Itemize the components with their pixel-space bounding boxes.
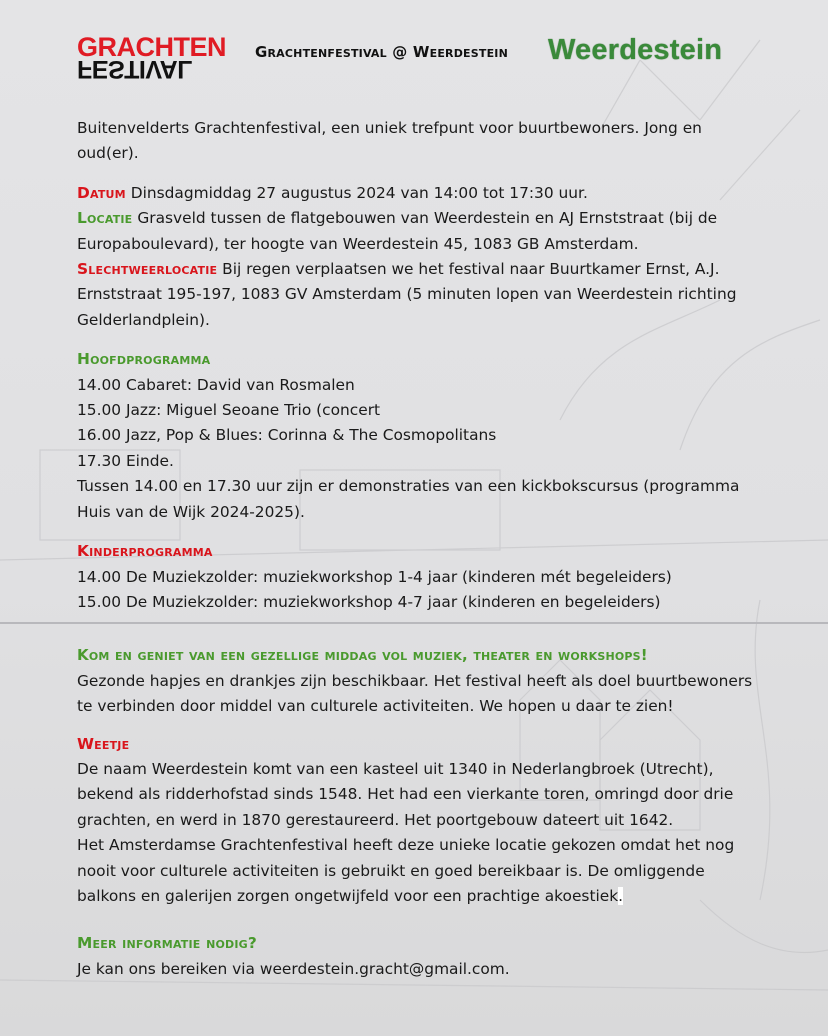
weetje-text-2-body: Het Amsterdamse Grachtenfestival heeft deze unieke locatie gekozen omdat het nog nooit voor culturele activiteiten is gebruikt en goed bereikbaar is. De omliggende balkons en galerijen zorgen ongetwijfeld voor een prachtige akoestiek bbox=[77, 836, 735, 905]
locatie-line bbox=[77, 206, 757, 257]
slechtweer-line bbox=[77, 257, 757, 333]
weetje-text-2 bbox=[77, 833, 757, 909]
datum-text: Dinsdagmiddag 27 augustus 2024 van 14:00 tot 17:30 uur. bbox=[130, 183, 588, 202]
weetje-heading: Weetje bbox=[77, 734, 130, 753]
kids-item: 15.00 De Muziekzolder: muziekworkshop 4-7 jaar (kinderen en begeleiders) bbox=[77, 592, 661, 611]
locatie-text: Grasveld tussen de flatgebouwen van Weerdestein en AJ Ernststraat (bij de Europaboulevard), ter hoogte van Weerdestein 45, 1083 GB Amsterdam. bbox=[77, 209, 718, 253]
header-title: Grachtenfestival @ Weerdestein bbox=[255, 43, 509, 61]
program-note: Tussen 14.00 en 17.30 uur zijn er demonstraties van een kickbokscursus (programma Huis van de Wijk 2024-2025). bbox=[77, 477, 740, 521]
hoofdprogramma-heading: Hoofdprogramma bbox=[77, 350, 211, 369]
meer-heading: Meer informatie nodig? bbox=[77, 934, 258, 953]
intro-text: Buitenvelderts Grachtenfestival, een uniek trefpunt voor buurtbewoners. Jong en oud(er). bbox=[77, 119, 702, 163]
program-item: 16.00 Jazz, Pop & Blues: Corinna & The Cosmopolitans bbox=[77, 426, 497, 445]
kids-item: 14.00 De Muziekzolder: muziekworkshop 1-4 jaar (kinderen mét begeleiders) bbox=[77, 567, 672, 586]
weetje-text-2-end: . bbox=[618, 886, 624, 905]
datum-label: Datum bbox=[77, 183, 126, 202]
kom-heading: Kom en geniet van een gezellige middag vol muziek, theater en workshops! bbox=[77, 646, 648, 665]
slechtweer-text: Bij regen verplaatsen we het festival naar Buurtkamer Ernst, A.J. Ernststraat 195-197, 1083 GV Amsterdam (5 minuten lopen van Weerdestein richting Gelderlandplein). bbox=[77, 260, 737, 329]
weetje-text-1: De naam Weerdestein komt van een kasteel uit 1340 in Nederlangbroek (Utrecht), bekend als ridderhofstad sinds 1548. Het had een vierkante toren, omringd door drie grachten, en werd in 1870 gerestaureerd. Het poortgebouw dateert uit 1642. bbox=[77, 759, 734, 829]
program-item: 15.00 Jazz: Miguel Seoane Trio (concert bbox=[77, 401, 381, 420]
datum-line bbox=[77, 181, 757, 206]
kom-text: Gezonde hapjes en drankjes zijn beschikbaar. Het festival heeft als doel buurtbewoners te verbinden door middel van culturele activiteiten. We hopen u daar te zien! bbox=[77, 671, 753, 716]
program-item: 14.00 Cabaret: David van Rosmalen bbox=[77, 375, 355, 394]
grachten-logo-text: GRACHTEN bbox=[77, 32, 226, 62]
weerdestein-logo: Weerdestein bbox=[548, 34, 723, 66]
program-item: 17.30 Einde. bbox=[77, 451, 174, 470]
slechtweer-label: Slechtweerlocatie bbox=[77, 260, 218, 279]
festival-logo-text-mirrored: FESTIVAL bbox=[77, 55, 192, 83]
header bbox=[0, 30, 828, 90]
locatie-label: Locatie bbox=[77, 209, 133, 228]
kinderprogramma-heading: Kinderprogramma bbox=[77, 542, 213, 561]
flyer-content bbox=[77, 116, 757, 982]
meer-text: Je kan ons bereiken via weerdestein.gracht@gmail.com. bbox=[77, 959, 510, 978]
